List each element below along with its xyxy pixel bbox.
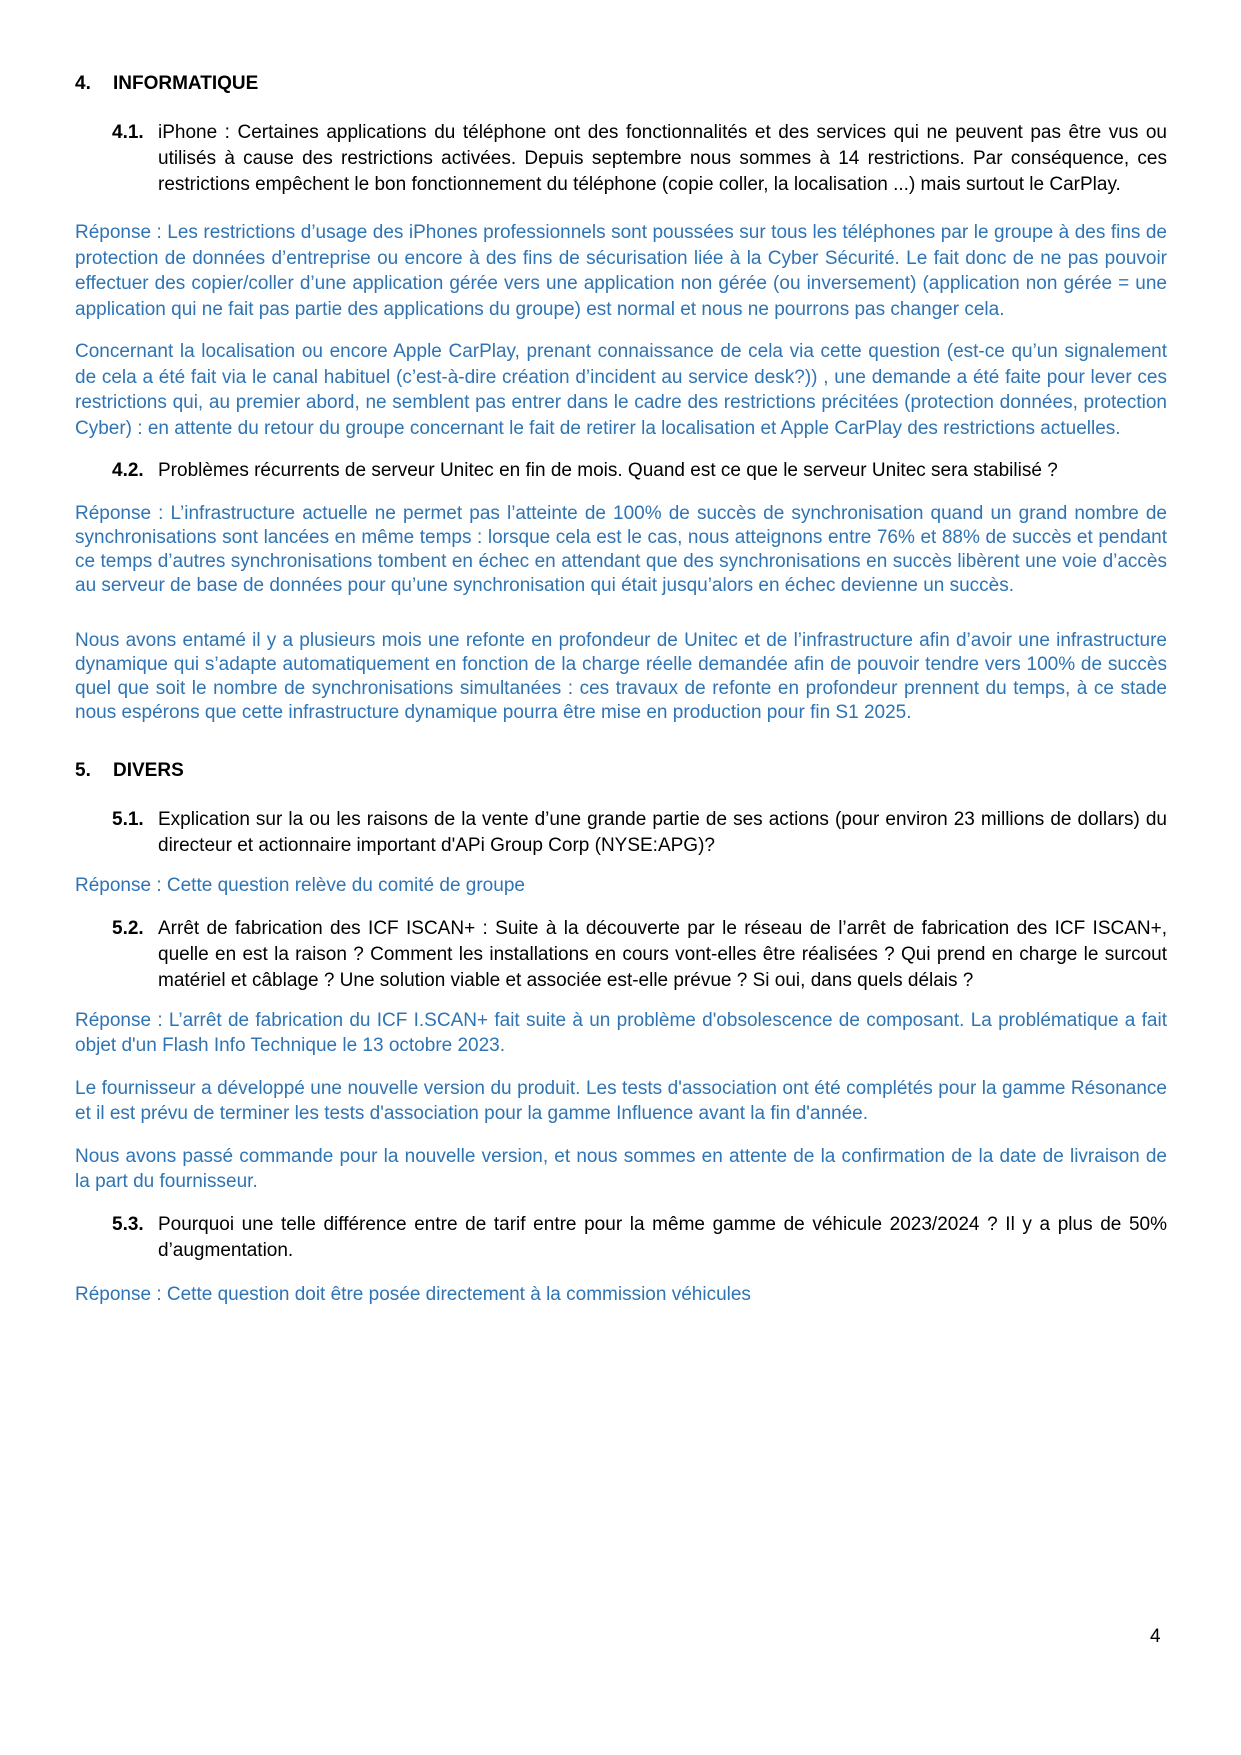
section-number: 4.	[75, 73, 91, 94]
section-heading-informatique	[75, 72, 1167, 96]
question-text: iPhone : Certaines applications du téléphone ont des fonctionnalités et des services qui ne peuvent pas être vus ou utilisés à cause des restrictions activées. Depuis septembre nous sommes à 14 restrictions. Par conséquence, ces restrictions empêchent le bon fonctionnement du téléphone (copie coller, la localisation ...) mais surtout le CarPlay.	[158, 122, 1167, 195]
section-number: 5.	[75, 760, 91, 781]
section-title: DIVERS	[113, 760, 184, 781]
answer-4-1-a: Réponse : Les restrictions d’usage des iPhones professionnels sont poussées sur tous les téléphones par le groupe à des fins de protection de données d’entreprise ou encore à des fins de sécurisation liée à la Cyber Sécurité. Le fait donc de ne pas pouvoir effectuer des copier/coller d’une application gérée vers une application non gérée (ou inversement) (application non gérée = une application qui ne fait pas partie des applications du groupe) est normal et nous ne pourrons pas changer cela.	[75, 222, 1167, 320]
question-text: Problèmes récurrents de serveur Unitec en fin de mois. Quand est ce que le serveur Unitec sera stabilisé ?	[158, 460, 1058, 481]
page-number: 4	[1150, 1626, 1161, 1647]
question-number: 5.2.	[112, 917, 144, 939]
question-number: 5.1.	[112, 809, 144, 830]
question-text: Pourquoi une telle différence entre de tarif entre pour la même gamme de véhicule 2023/2024 ? Il y a plus de 50% d’augmentation.	[158, 1213, 1167, 1261]
section-heading-divers	[75, 759, 1167, 783]
answer-5-1: Réponse : Cette question relève du comité de groupe	[75, 875, 525, 896]
answer-5-3: Réponse : Cette question doit être posée directement à la commission véhicules	[75, 1283, 751, 1305]
question-text: Arrêt de fabrication des ICF ISCAN+ : Suite à la découverte par le réseau de l’arrêt de fabrication des ICF ISCAN+, quelle en est la raison ? Comment les installations en cours vont-elles être réalisées ? Qui prend en charge le surcout matériel et câblage ? Une solution viable et associée est-elle prévue ? Si oui, dans quels délais ?	[158, 917, 1167, 991]
question-4-2	[75, 458, 1167, 484]
question-5-2	[75, 916, 1167, 994]
question-number: 4.2.	[112, 460, 144, 481]
answer-4-1-b: Concernant la localisation ou encore Apple CarPlay, prenant connaissance de cela via cette question (est-ce qu’un signalement de cela a été fait via le canal habituel (c’est-à-dire création d’incident au service desk?)) , une demande a été faite pour lever ces restrictions qui, au premier abord, ne semblent pas entrer dans le cadre des restrictions précitées (protection données, protection Cyber) : en attente du retour du groupe concernant le fait de retirer la localisation et Apple CarPlay des restrictions actuelles.	[75, 341, 1167, 439]
answer-5-2-a: Réponse : L’arrêt de fabrication du ICF I.SCAN+ fait suite à un problème d'obsolescence de composant. La problématique a fait objet d'un Flash Info Technique le 13 octobre 2023.	[75, 1009, 1167, 1056]
answer-4-2-b: Nous avons entamé il y a plusieurs mois une refonte en profondeur de Unitec et de l’infrastructure afin d’avoir une infrastructure dynamique qui s’adapte automatiquement en fonction de la charge réelle demandée afin de pouvoir tendre vers 100% de succès quel que soit le nombre de synchronisations simultanées : ces travaux de refonte en profondeur prennent du temps, à ce stade nous espérons que cette infrastructure dynamique pourra être mise en production pour fin S1 2025.	[75, 630, 1167, 723]
question-5-3	[75, 1212, 1167, 1264]
question-text: Explication sur la ou les raisons de la vente d’une grande partie de ses actions (pour environ 23 millions de dollars) du directeur et actionnaire important d'APi Group Corp (NYSE:APG)?	[158, 809, 1167, 856]
question-number: 4.1.	[112, 122, 144, 143]
document-page	[75, 72, 1167, 1324]
answer-5-2-c: Nous avons passé commande pour la nouvelle version, et nous sommes en attente de la confirmation de la date de livraison de la part du fournisseur.	[75, 1145, 1167, 1192]
question-4-1	[75, 120, 1167, 198]
question-number: 5.3.	[112, 1213, 144, 1235]
answer-5-2-b: Le fournisseur a développé une nouvelle version du produit. Les tests d'association ont été complétés pour la gamme Résonance et il est prévu de terminer les tests d'association pour la gamme Influence avant la fin d'année.	[75, 1077, 1167, 1124]
question-5-1	[75, 807, 1167, 859]
section-title: INFORMATIQUE	[113, 73, 259, 94]
answer-4-2-a: Réponse : L’infrastructure actuelle ne permet pas l’atteinte de 100% de succès de synchronisation quand un grand nombre de synchronisations sont lancées en même temps : lorsque cela est le cas, nous atteignons entre 76% et 88% de succès et pendant ce temps d’autres synchronisations tombent en échec en attendant que des synchronisations en succès libèrent une voie d’accès au serveur de base de données pour qu’une synchronisation qui était jusqu’alors en échec devienne un succès.	[75, 503, 1167, 596]
